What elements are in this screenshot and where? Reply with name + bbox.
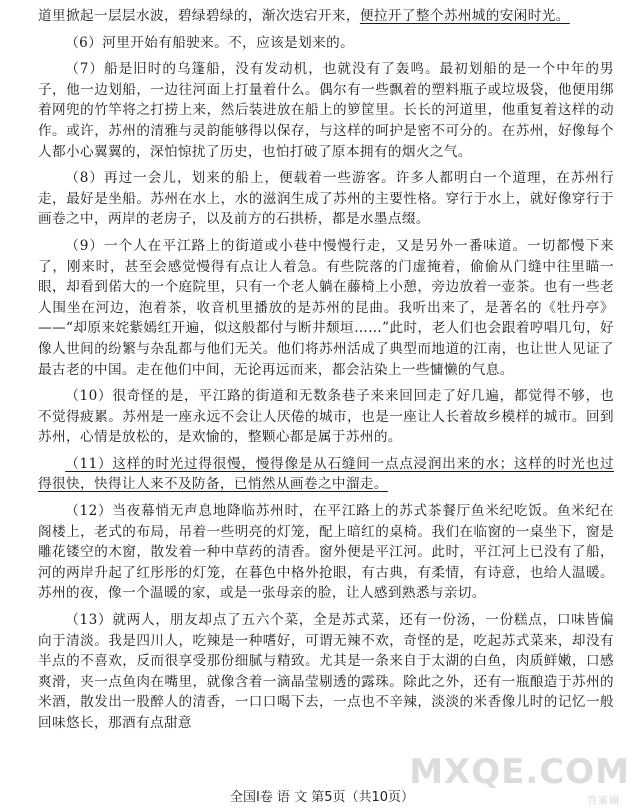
- paragraph-p11: [38, 454, 614, 495]
- article-body: [38, 6, 614, 740]
- paragraph-text: 道里掀起一层层水波，碧绿碧绿的，渐次迭宕开来，: [38, 8, 360, 24]
- paragraph-text: （12）当夜幕悄无声息地降临苏州时，在平江路上的苏式茶餐厅鱼米纪吃饭。鱼米纪在阁楼上，老式的布局，吊着一些明亮的灯笼，配上暗红的桌椅。我们在临窗的一桌坐下，窗是雕花镂空的木窗，散发着一种中草药的清香。窗外便是平江河。此时，平江河上已没有了船，河的两岸升起了红彤彤的灯笼，在暮色中格外抢眼，有古典，有柔情，有诗意，也给人温暖。苏州的夜，像一个温暖的家，或是一张母亲的脸，让人感到熟悉与亲切。: [38, 503, 614, 602]
- paragraph-p9: [38, 236, 614, 380]
- paragraph-text: （10）很奇怪的是，平江路的街道和无数条巷子来来回回走了好几遍，都觉得不够，也不觉得疲累。苏州是一座永远不会让人厌倦的城市，也是一座让人长着故乡模样的城市。回到苏州，心情是放松的，是欢愉的，整颗心都是属于苏州的。: [38, 388, 614, 446]
- paragraph-p10: [38, 386, 614, 448]
- paragraph-text: （7）船是旧时的乌篷船，没有发动机，也就没有了轰鸣。最初划船的是一个中年的男子，他一边划船，一边往河面上打量着什么。偶尔有一些飘着的塑料瓶子或垃圾袋，他便用绑着网兜的竹竿将之打捞上来，然后装进放在船上的箩筐里。长长的河道里，他重复着这样的动作。或许，苏州的清雅与灵韵能够得以保存，与这样的呵护是密不可分的。在苏州，好像每个人都小心翼翼的，深怕惊扰了历史，也怕打破了原本拥有的烟火之气。: [38, 61, 614, 160]
- paragraph-p6: [38, 33, 614, 54]
- paragraph-p0: [38, 6, 614, 27]
- underlined-text: （11）这样的时光过得很慢，慢得像是从石缝间一点点浸润出来的水；这样的时光也过得很快，快得让人来不及防备，已悄然从画卷之中溜走。: [38, 455, 614, 493]
- paragraph-p12: [38, 501, 614, 604]
- page-footer: 全国Ⅰ卷 语 文 第5页（共10页）: [229, 790, 415, 805]
- paragraph-text: （13）就两人，朋友却点了五六个菜，全是苏式菜，还有一份汤，一份糕点，口味皆偏向于清淡。我是四川人，吃辣是一种嗜好，可谓无辣不欢，奇怪的是，吃起苏式菜来，却没有半点的不喜欢，反而很享受那份细腻与精致。尤其是一条来自于太湖的白鱼，肉质鲜嫩，口感爽滑，夹一点鱼肉在嘴里，就像含着一滴晶莹剔透的露珠。除此之外，还有一瓶酿造于苏州的米酒，散发出一股醉人的清香，一口口喝下去，一点也不辛辣，淡淡的米香像儿时的记忆一般回味悠长，那酒有点甜意: [38, 612, 614, 731]
- watermark-logo: MXQE.COM: [409, 752, 630, 792]
- watermark-caption: 答案圈: [587, 796, 620, 807]
- paragraph-text: （8）再过一会儿，划来的船上，便载着一些游客。许多人都明白一个道理，在苏州行走，最好是坐船。苏州在水上，水的滋润生成了苏州的主要性格。穿行于水上，就好像穿行于画卷之中，两岸的老房子，以及前方的石拱桥，都是水墨点缀。: [38, 170, 614, 228]
- underlined-text: 便拉开了整个苏州城的安闲时光。: [359, 8, 570, 24]
- paragraph-p13: [38, 610, 614, 734]
- paragraph-text: （9）一个人在平江路上的街道或小巷中慢慢行走，又是另外一番味道。一切都慢下来了，刚来时，甚至会感觉慢得有点让人着急。有些院落的门虚掩着，偷偷从门缝中往里瞄一眼，却看到偌大的一个庭院里，只有一个老人躺在藤椅上小憩，旁边放着一壶茶。也有一些老人围坐在河边，泡着茶，收音机里播放的是苏州的昆曲。我听出来了，是著名的《牡丹亭》——“却原来姹紫嫣红开遍，似这般都付与断井颓垣……”此时，老人们也会跟着哼唱几句，好像人世间的纷繁与杂乱都与他们无关。他们将苏州活成了典型而地道的江南，也让世人见证了最古老的中国。走在他们中间，无论再远而来，都会沾染上一些慵懒的气息。: [38, 237, 614, 378]
- paragraph-text: （6）河里开始有船驶来。不，应该是划来的。: [65, 34, 355, 51]
- paragraph-p8: [38, 168, 614, 230]
- paragraph-p7: [38, 59, 614, 162]
